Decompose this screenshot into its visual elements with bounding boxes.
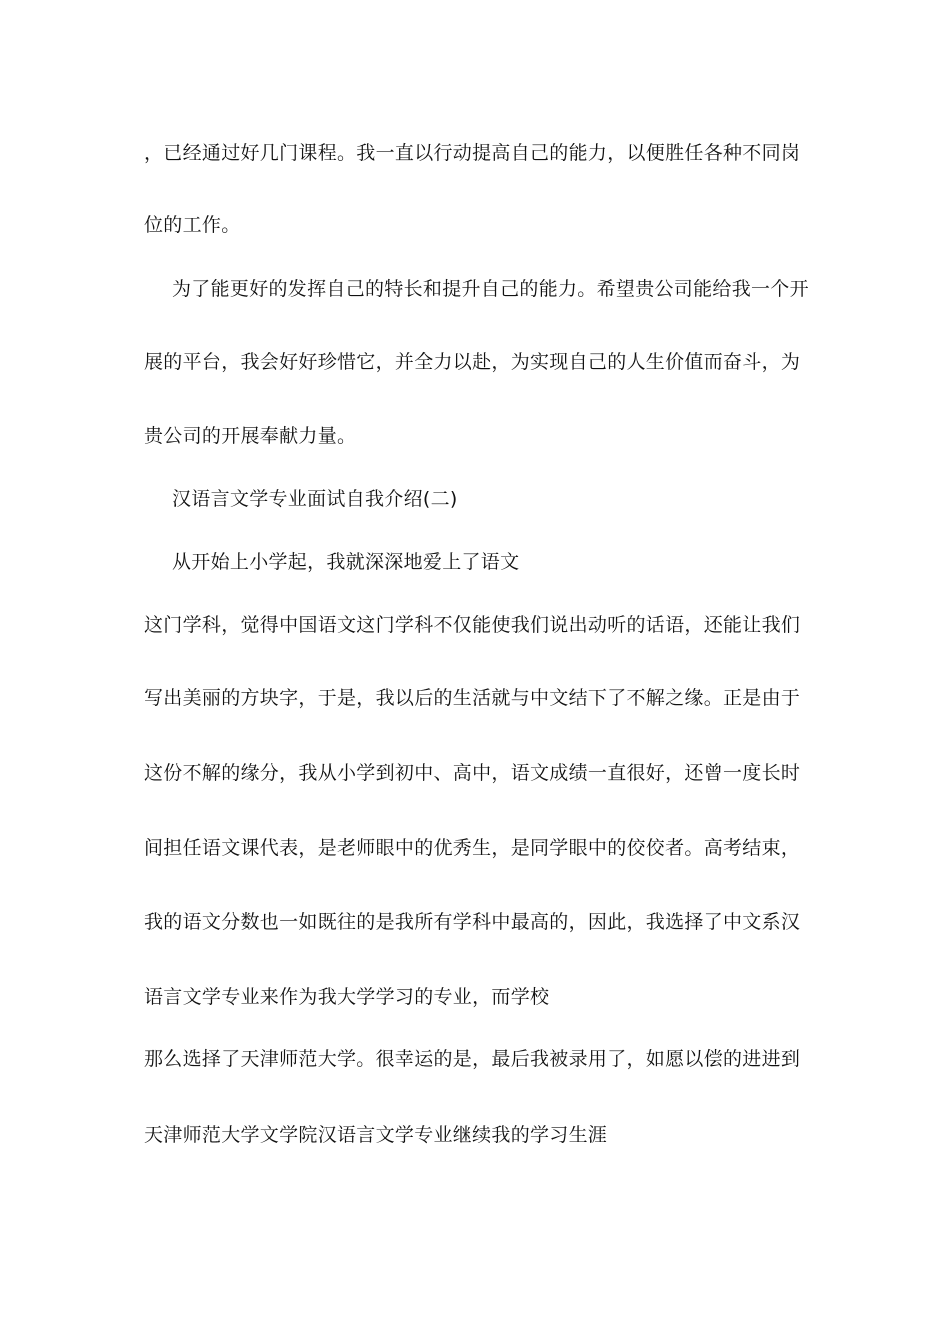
paragraph-line: 为了能更好的发挥自己的特长和提升自己的能力。希望贵公司能给我一个开 xyxy=(172,278,809,300)
paragraph-line: 间担任语文课代表，是老师眼中的优秀生，是同学眼中的佼佼者。高考结束， xyxy=(144,837,801,859)
paragraph-line: 从开始上小学起，我就深深地爱上了语文 xyxy=(172,551,520,573)
paragraph-line: 展的平台，我会好好珍惜它，并全力以赴，为实现自己的人生价值而奋斗，为 xyxy=(144,351,801,373)
paragraph-line: 语言文学专业来作为我大学学习的专业，而学校 xyxy=(144,986,550,1008)
paragraph-line: 贵公司的开展奉献力量。 xyxy=(144,425,357,447)
paragraph-line: 写出美丽的方块字，于是，我以后的生活就与中文结下了不解之缘。正是由于 xyxy=(144,687,801,709)
section-heading: 汉语言文学专业面试自我介绍(二) xyxy=(172,488,458,510)
paragraph-line: 我的语文分数也一如既往的是我所有学科中最高的，因此，我选择了中文系汉 xyxy=(144,911,801,933)
paragraph-line: 这份不解的缘分，我从小学到初中、高中，语文成绩一直很好，还曾一度长时 xyxy=(144,762,801,784)
paragraph-line: 那么选择了天津师范大学。很幸运的是，最后我被录用了，如愿以偿的进进到 xyxy=(144,1048,801,1070)
paragraph-line: ，已经通过好几门课程。我一直以行动提高自己的能力，以便胜任各种不同岗 xyxy=(144,142,801,164)
paragraph-line: 天津师范大学文学院汉语言文学专业继续我的学习生涯 xyxy=(144,1124,608,1146)
paragraph-line: 这门学科，觉得中国语文这门学科不仅能使我们说出动听的话语，还能让我们 xyxy=(144,614,801,636)
paragraph-line: 位的工作。 xyxy=(144,214,241,236)
